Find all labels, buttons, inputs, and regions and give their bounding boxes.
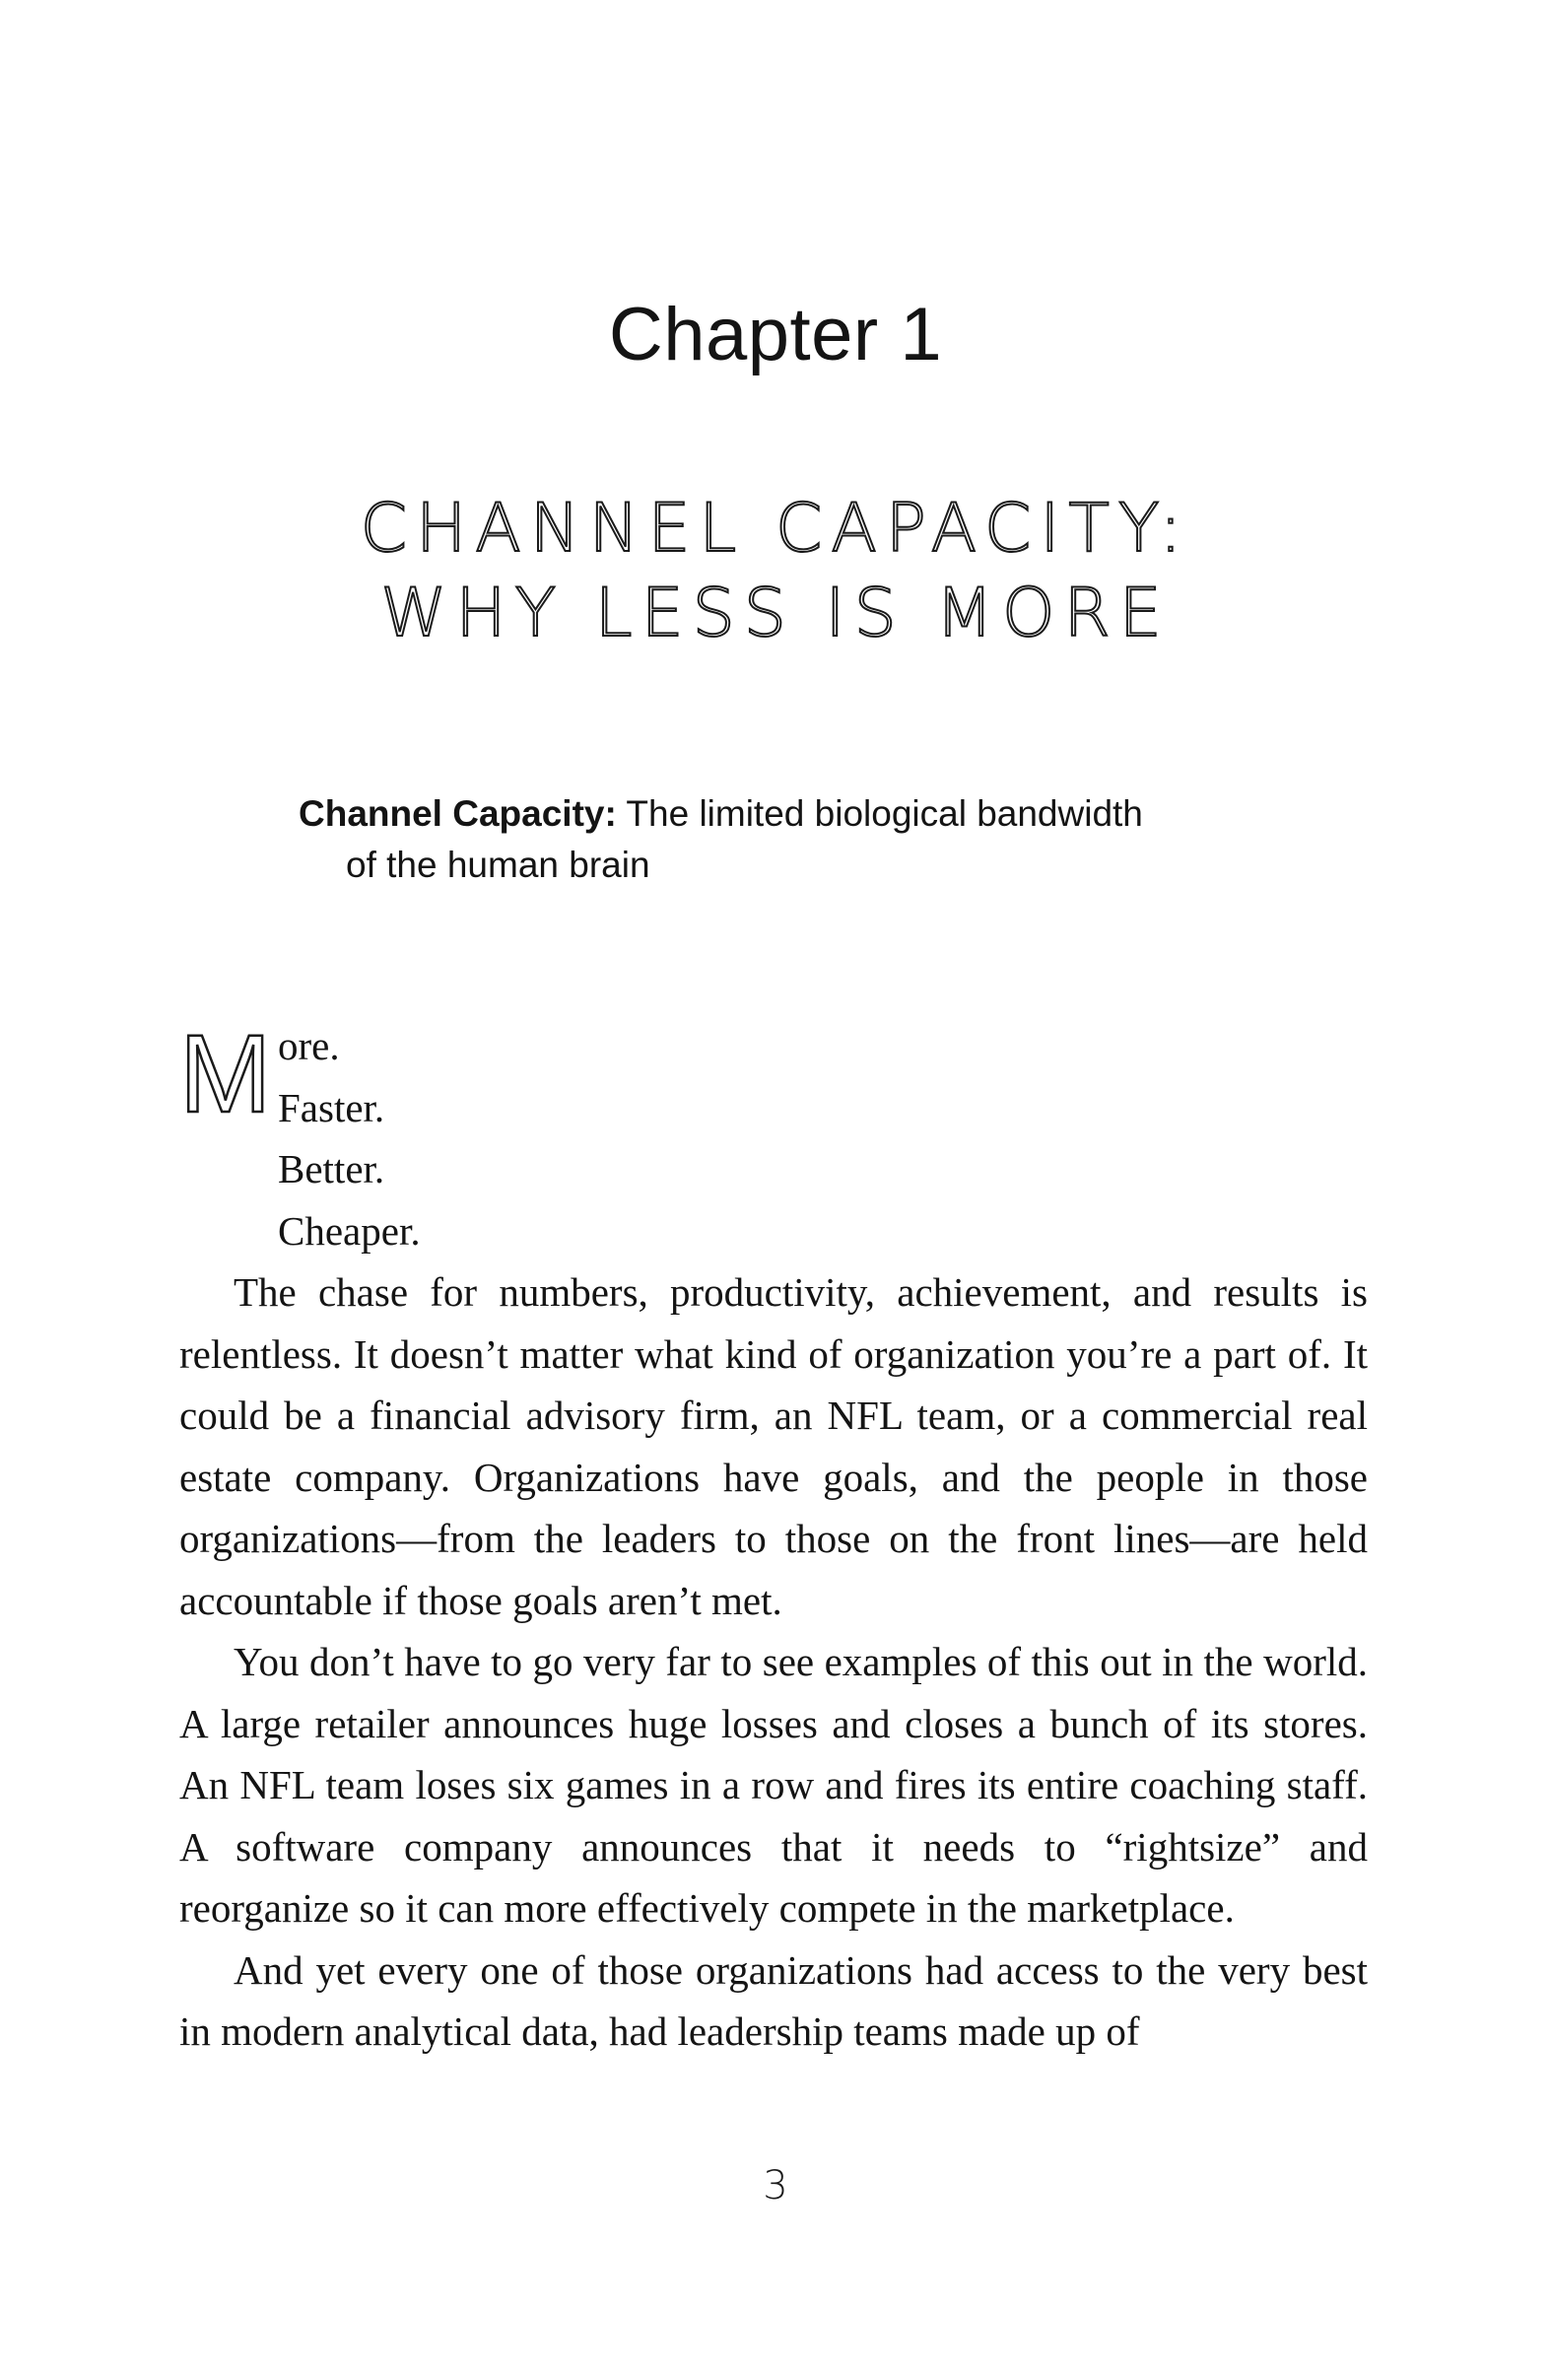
opening-block [179, 1012, 1368, 1138]
definition-block [299, 788, 1304, 891]
drop-cap: M [179, 1012, 272, 1135]
chapter-title-line-1: CHANNEL CAPACITY: [360, 490, 1191, 568]
definition-term: Channel Capacity: [299, 793, 617, 834]
chapter-title [0, 487, 1551, 656]
paragraph-1: The chase for numbers, productivity, achievement, and results is relentless. It doesn’t matter what kind of organization you’re a part of. It could be a financial advisory firm, an NFL team, or a commercial real estate company. Organizations have goals, and the people in those organizations—from the leaders to those on the front lines—are held accountable if those goals aren’t met. [179, 1269, 1368, 1623]
chapter-label: Chapter 1 [608, 293, 943, 376]
page-number: 3 [763, 2163, 788, 2209]
opening-line-4: Cheaper. [278, 1207, 421, 1254]
body-text [179, 1012, 1368, 2063]
paragraph-3: And yet every one of those organizations had access to the very best in modern analytical data, had leadership teams made up of [179, 1946, 1368, 2054]
paragraph-2: You don’t have to go very far to see examples of this out in the world. A large retailer announces huge losses and closes a bunch of its stores. An NFL team loses six games in a row and fires its entire coaching staff. A software company announces that it needs to “rightsize” and reorganize so it can more effectively compete in the marketplace. [179, 1639, 1368, 1931]
opening-line-3: Better. [278, 1146, 385, 1191]
chapter-title-line-2: WHY LESS IS MORE [380, 575, 1171, 652]
definition-text-line-2: of the human brain [346, 845, 650, 885]
definition-text-line-1: The limited biological bandwidth [616, 793, 1143, 834]
opening-line-2: Faster. [278, 1084, 385, 1130]
opening-line-1: ore. [278, 1023, 340, 1068]
